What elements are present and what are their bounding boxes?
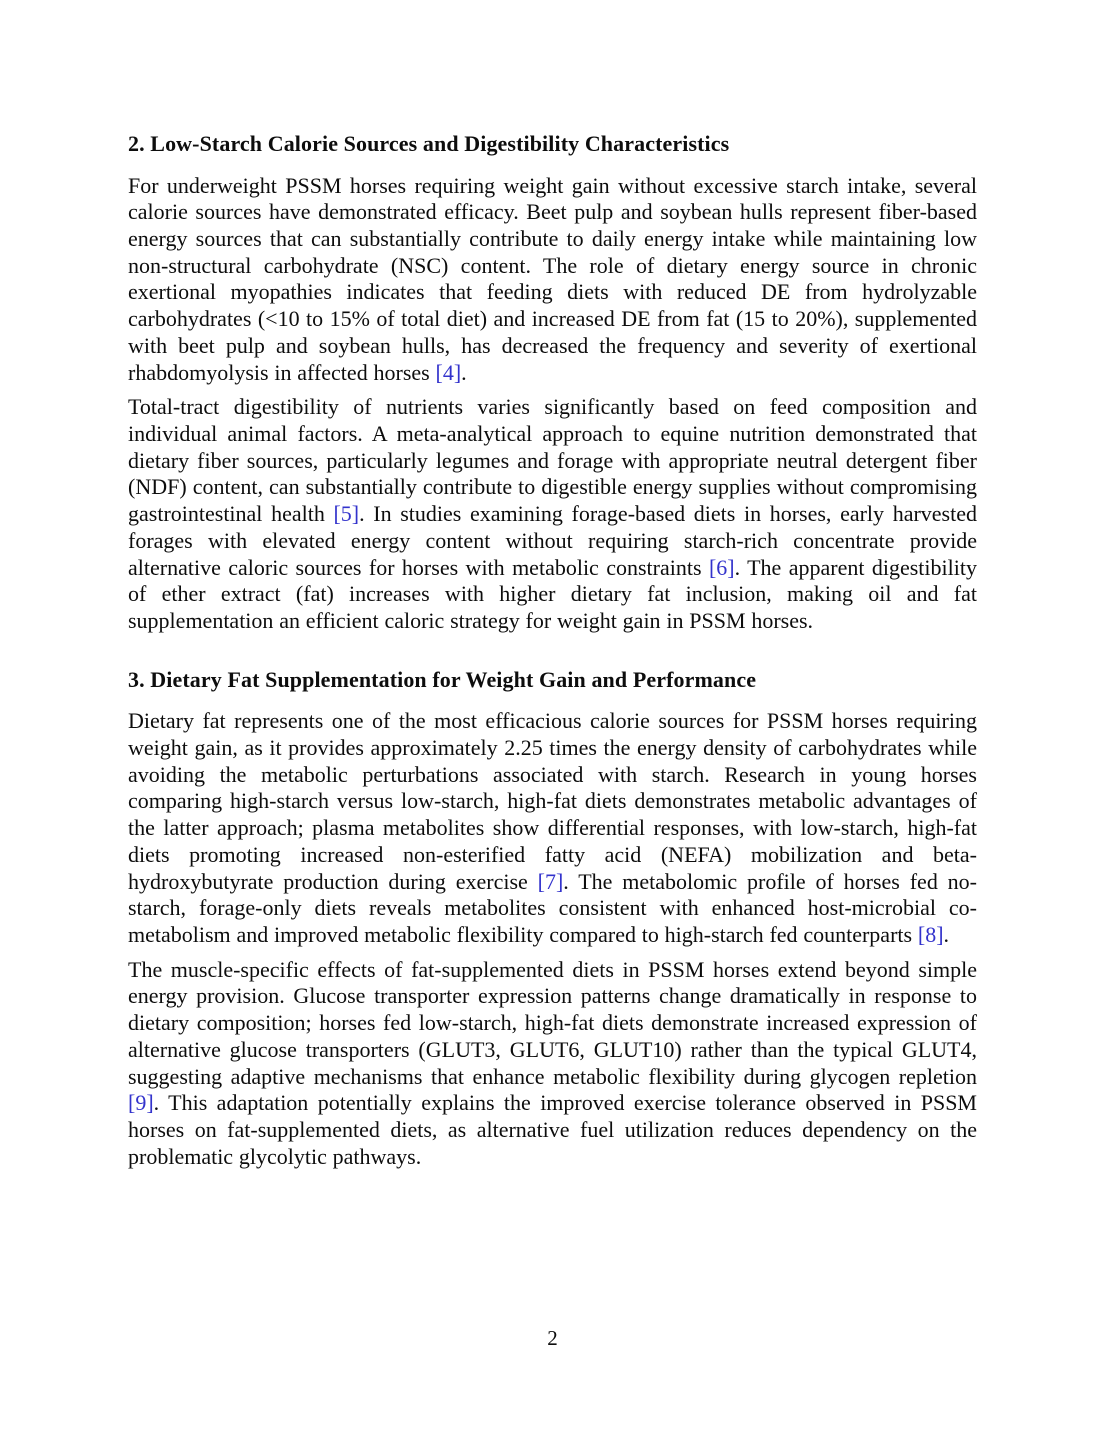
citation-link[interactable]: [4]	[435, 359, 462, 385]
paragraph	[128, 957, 977, 1171]
paragraph	[128, 708, 977, 948]
citation-link[interactable]: [8]	[917, 921, 944, 947]
text-run: The muscle-specific effects of fat-supplemented diets in PSSM horses extend beyond simple energy provision. Glucose transporter expression patterns change dramatically in response to dietary composition; horses fed low-starch, high-fat diets demonstrate increased expression of alternative glucose transporters (GLUT3, GLUT6, GLUT10) rather than the typical GLUT4, suggesting adaptive mechanisms that enhance metabolic flexibility during glycogen repletion	[128, 956, 977, 1089]
citation-link[interactable]: [9]	[128, 1090, 154, 1116]
section-heading: 2. Low-Starch Calorie Sources and Digestibility Characteristics	[128, 131, 730, 156]
section-heading: 3. Dietary Fat Supplementation for Weight Gain and Performance	[128, 666, 757, 692]
text-run: . This adaptation potentially explains the improved exercise tolerance observed in PSSM horses on fat-supplemented diets, as alternative fuel utilization reduces dependency on the problematic glycolytic pathways.	[128, 1090, 977, 1169]
text-run: Total-tract digestibility of nutrients varies significantly based on feed composition and individual animal factors. A meta-analytical approach to equine nutrition demonstrated that dietary fiber sources, particularly legumes and forage with appropriate neutral detergent fiber (NDF) content, can substantially contribute to digestible energy supplies without compromising gastrointestinal health	[128, 394, 977, 527]
text-run: .	[461, 359, 467, 385]
text-run: . The apparent digestibility of ether extract (fat) increases with higher dietary fat inclusion, making oil and fat supplementation an efficient caloric strategy for weight gain in PSSM horses.	[128, 554, 977, 633]
text-run: For underweight PSSM horses requiring weight gain without excessive starch intake, several calorie sources have demonstrated efficacy. Beet pulp and soybean hulls represent fiber-based energy sources that can substantially contribute to daily energy intake while maintaining low non-structural carbohydrate (NSC) content. The role of dietary energy source in chronic exertional myopathies indicates that feeding diets with reduced DE from hydrolyzable carbohydrates (<10 to 15% of total diet) and increased DE from fat (15 to 20%), supplemented with beet pulp and soybean hulls, has decreased the frequency and severity of exertional rhabdomyolysis in affected horses	[128, 172, 977, 385]
paragraph	[128, 173, 977, 387]
text-run: . The metabolomic profile of horses fed no-starch, forage-only diets reveals metabolites consistent with enhanced host-microbial co-metabolism and improved metabolic flexibility compared to high-starch fed counterparts	[128, 868, 977, 947]
section	[128, 666, 977, 1171]
text-run: .	[943, 921, 950, 947]
text-run: . In studies examining forage-based diets in horses, early harvested forages with elevated energy content without requiring starch-rich concentrate provide alternative caloric sources for horses with metabolic constraints	[128, 501, 977, 580]
page-footer	[0, 1326, 1105, 1351]
paragraph	[128, 394, 977, 634]
citation-link[interactable]: [5]	[333, 501, 360, 527]
citation-link[interactable]: [6]	[708, 554, 735, 580]
citation-link[interactable]: [7]	[537, 868, 564, 894]
section	[128, 130, 977, 635]
article-body	[128, 130, 977, 1170]
page-number: 2	[547, 1326, 558, 1350]
text-run: Dietary fat represents one of the most efficacious calorie sources for PSSM horses requiring weight gain, as it provides approximately 2.25 times the energy density of carbohydrates while avoiding the metabolic perturbations associated with starch. Research in young horses comparing high-starch versus low-starch, high-fat diets demonstrates metabolic advantages of the latter approach; plasma metabolites show differential responses, with low-starch, high-fat diets promoting increased non-esterified fatty acid (NEFA) mobilization and beta-hydroxybutyrate production during exercise	[128, 708, 977, 894]
